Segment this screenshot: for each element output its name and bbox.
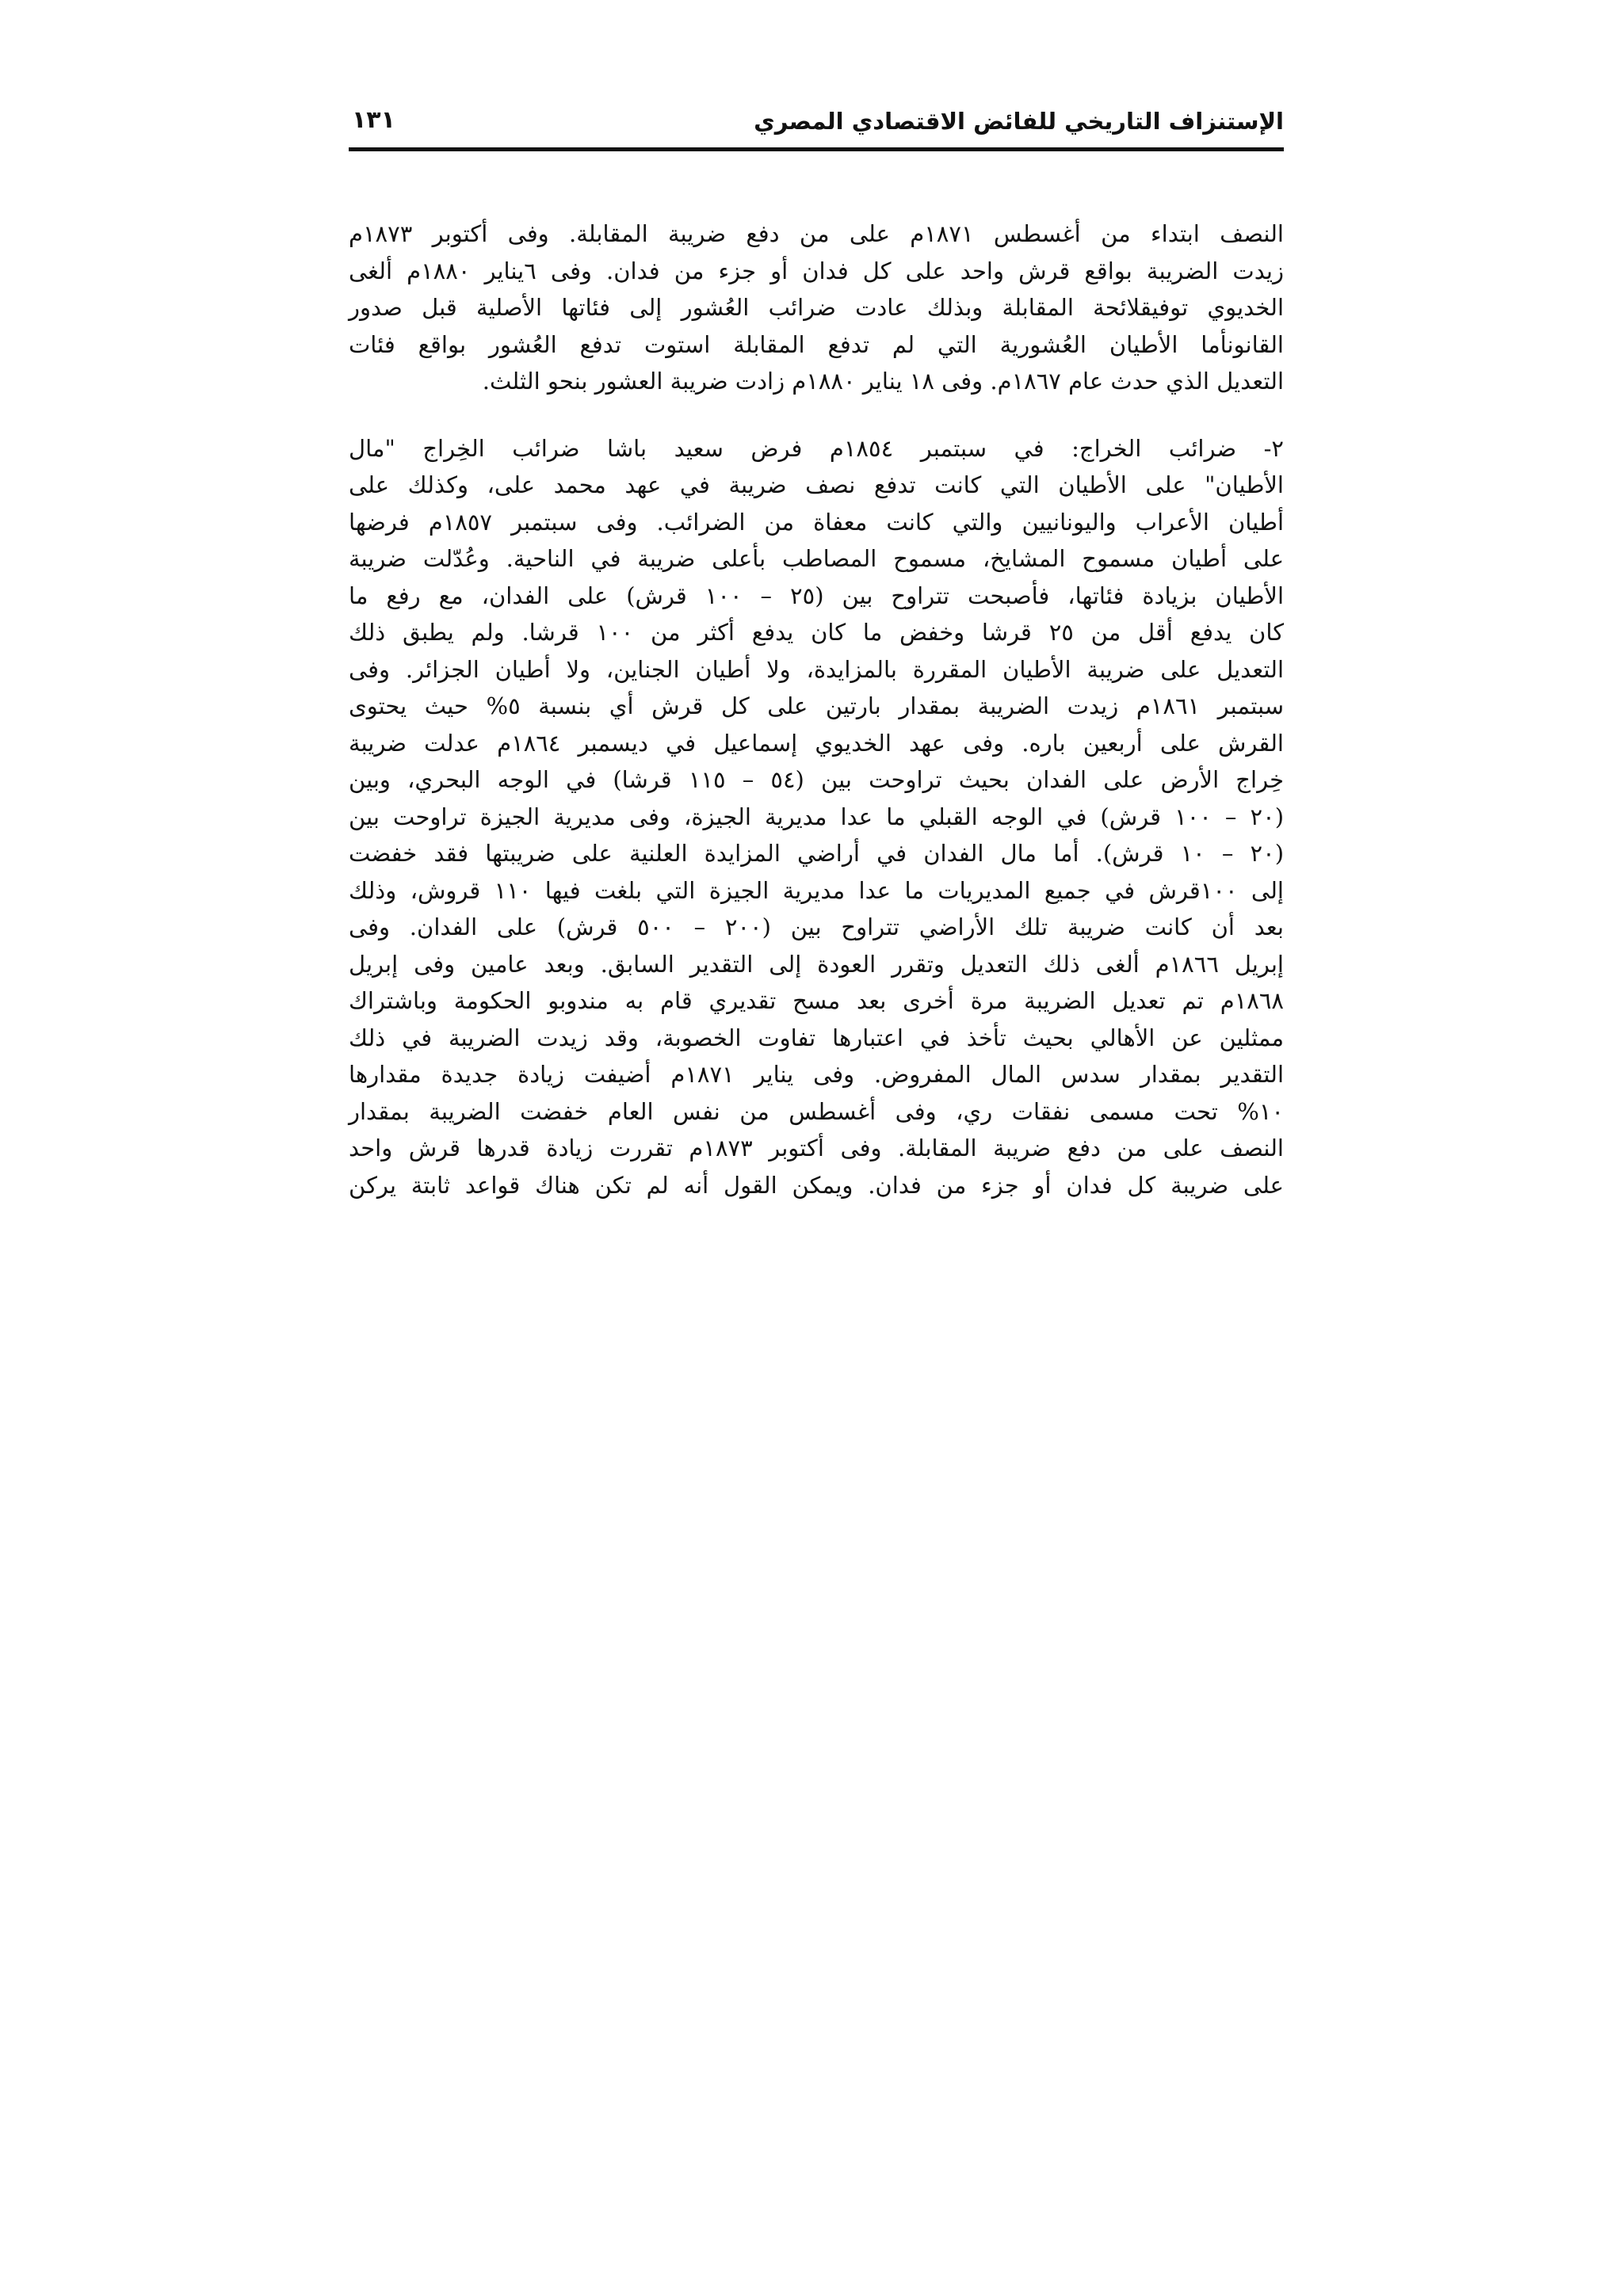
body-text: [349, 215, 1284, 1203]
text-line: القرش على أربعين باره. وفى عهد الخديوي إسماعيل في ديسمبر ١٨٦٤م عدلت ضريبة: [349, 729, 1284, 757]
text-line: (٢٠ – ١٠ قرش). أما مال الفدان في أراضي المزايدة العلنية على ضريبتها فقد خفضت: [349, 840, 1285, 867]
text-line: إبريل ١٨٦٦م ألغى ذلك التعديل وتقرر العودة إلى التقدير السابق. وبعد عامين وفى إبريل: [349, 950, 1284, 978]
text-line: الأطيان بزيادة فئاتها، فأصبحت تتراوح بين (٢٥ – ١٠٠ قرش) على الفدان، مع رفع ما: [349, 582, 1284, 609]
paragraph-2: [349, 430, 1284, 1204]
text-line: أطيان الأعراب واليونانيين والتي كانت معفاة من الضرائب. وفى سبتمبر ١٨٥٧م فرضها: [349, 508, 1284, 536]
text-line: سبتمبر ١٨٦١م زيدت الضريبة بمقدار بارتين على كل قرش أي بنسبة ٥% حيث يحتوى: [349, 692, 1284, 719]
text-line: على أطيان مسموح المشايخ، مسموح المصاطب بأعلى ضريبة في الناحية. وعُدّلت ضريبة: [349, 545, 1284, 572]
text-line: ٢- ضرائب الخراج: في سبتمبر ١٨٥٤م فرض سعيد باشا ضرائب الخِراج "مال: [349, 434, 1284, 462]
text-line: الأطيان" على الأطيان التي كانت تدفع نصف ضريبة في عهد محمد على، وكذلك على: [349, 471, 1284, 498]
text-line: كان يدفع أقل من ٢٥ قرشا وخفض ما كان يدفع أكثر من ١٠٠ قرشا. ولم يطبق ذلك: [349, 619, 1284, 646]
page-number: ١٣١: [352, 106, 395, 134]
text-line: التعديل الذي حدث عام ١٨٦٧م. وفى ١٨ يناير ١٨٨٠م زادت ضريبة العشور بنحو الثلث.: [482, 368, 1284, 395]
text-line: ١٠% تحت مسمى نفقات ري، وفى أغسطس من نفس العام خفضت الضريبة بمقدار: [349, 1097, 1284, 1125]
text-line: الخديوي توفيقلائحة المقابلة وبذلك عادت ضرائب العُشور إلى فئاتها الأصلية قبل صدور: [349, 294, 1284, 321]
text-line: ممثلين عن الأهالي بحيث تأخذ في اعتبارها تفاوت الخصوبة، وقد زيدت الضريبة في ذلك: [349, 1024, 1284, 1051]
text-line: ١٨٦٨م تم تعديل الضريبة مرة أخرى بعد مسح تقديري قام به مندوبو الحكومة وباشتراك: [349, 987, 1284, 1014]
text-line: القانونأما الأطيان العُشورية التي لم تدفع المقابلة استوت تدفع العُشور بواقع فئات: [349, 330, 1284, 358]
text-line: على ضريبة كل فدان أو جزء من فدان. ويمكن القول أنه لم تكن هناك قواعد ثابتة يركن: [349, 1171, 1284, 1199]
page-header: [349, 103, 1284, 151]
text-line: التقدير بمقدار سدس المال المفروض. وفى يناير ١٨٧١م أضيفت زيادة جديدة مقدارها: [349, 1061, 1285, 1088]
text-line: التعديل على ضريبة الأطيان المقررة بالمزايدة، ولا أطيان الجناين، ولا أطيان الجزائر. وفى: [349, 655, 1284, 683]
text-line: النصف على من دفع ضريبة المقابلة. وفى أكتوبر ١٨٧٣م تقررت زيادة قدرها قرش واحد: [349, 1135, 1284, 1161]
text-line: (٢٠ – ١٠٠ قرش) في الوجه القبلي ما عدا مديرية الجيزة، وفى مديرية الجيزة تراوحت بين: [349, 803, 1285, 830]
text-line: بعد أن كانت ضريبة تلك الأراضي تتراوح بين (٢٠٠ – ٥٠٠ قرش) على الفدان. وفى: [349, 913, 1284, 940]
paragraph-1: [349, 215, 1284, 400]
text-line: النصف ابتداء من أغسطس ١٨٧١م على من دفع ضريبة المقابلة. وفى أكتوبر ١٨٧٣م: [349, 220, 1284, 247]
text-line: خِراج الأرض على الفدان بحيث تراوحت بين (٥٤ – ١١٥ قرشا) في الوجه البحري، وبين: [349, 766, 1285, 793]
text-line: إلى ١٠٠قرش في جميع المديريات ما عدا مديرية الجيزة التي بلغت فيها ١١٠ قروش، وذلك: [349, 876, 1284, 904]
running-title: الإستنزاف التاريخي للفائض الاقتصادي المصري: [754, 108, 1284, 135]
text-line: زيدت الضريبة بواقع قرش واحد على كل فدان أو جزء من فدان. وفى ٦يناير ١٨٨٠م ألغى: [349, 257, 1284, 284]
